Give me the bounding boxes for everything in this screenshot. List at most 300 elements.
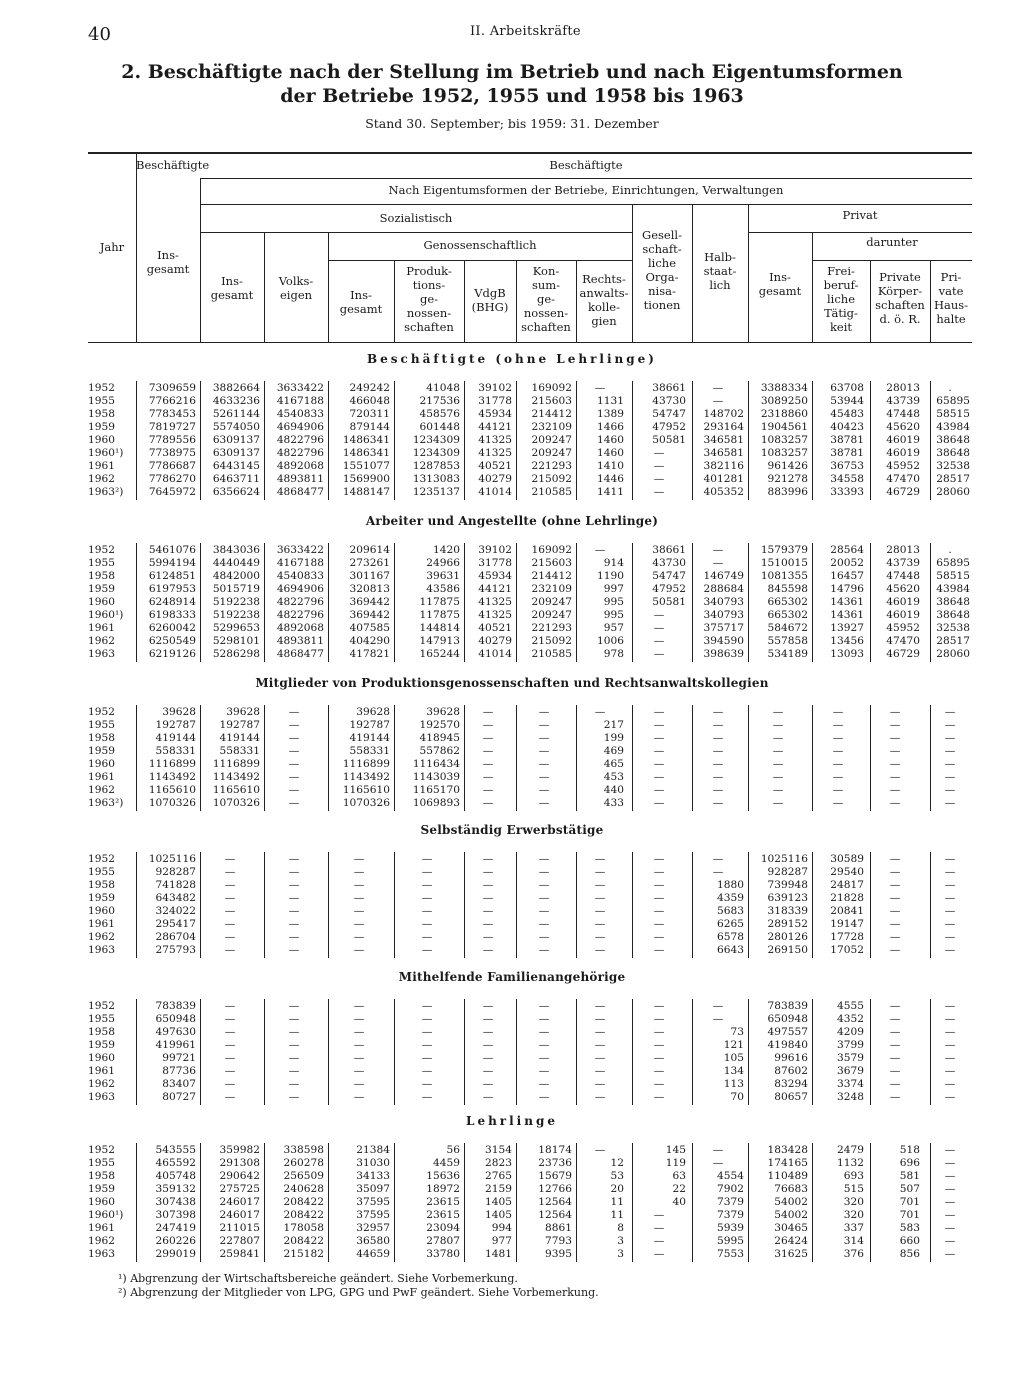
table-cell: — [944,745,956,757]
header-beschaeftigte-label: Beschäftigte [549,158,623,172]
table-cell: — [594,866,606,878]
table-cell: — [832,758,844,770]
table-cell: 13093 [830,648,864,660]
table-cell: 246017 [219,1196,260,1208]
table-cell: 4822796 [276,609,324,621]
table-cell: 260278 [283,1157,324,1169]
table-cell: 24817 [830,879,864,891]
table-cell: — [712,732,724,744]
table-cell: — [889,1026,901,1038]
table-cell: — [944,931,956,943]
row-year: 1959 [88,583,115,595]
table-cell: 211015 [219,1222,260,1234]
table-cell: 53944 [830,395,864,407]
table-cell: 28517 [936,473,970,485]
table-row [0,583,1024,596]
table-cell: 639123 [767,892,808,904]
table-cell: 23615 [426,1209,460,1221]
table-cell: 1234309 [412,447,460,459]
header-privat: Privat [842,208,878,222]
table-cell: — [944,892,956,904]
table-cell: — [538,944,550,956]
table-cell: 46019 [886,596,920,608]
row-year: 1958 [88,1026,115,1038]
table-cell: — [944,866,956,878]
table-cell: 38661 [652,382,686,394]
table-cell: 1165610 [212,784,260,796]
table-cell: — [538,732,550,744]
table-cell: 9395 [545,1248,572,1260]
row-year: 1963 [88,648,115,660]
table-cell: 359982 [219,1144,260,1156]
table-cell: 169092 [531,544,572,556]
table-cell: 995 [603,609,624,621]
table-cell: 376 [843,1248,864,1260]
table-cell: 2159 [485,1183,512,1195]
table-cell: 5286298 [212,648,260,660]
table-cell: — [653,706,665,718]
table-cell: — [712,866,724,878]
table-cell: 50581 [652,596,686,608]
table-cell: — [353,918,365,930]
table-cell: — [353,866,365,878]
table-cell: 40423 [830,421,864,433]
table-cell: 178058 [283,1222,324,1234]
table-cell: 286704 [155,931,196,943]
table-cell: — [353,1065,365,1077]
row-year: 1955 [88,1157,115,1169]
table-cell: 469 [603,745,624,757]
table-cell: 4633236 [212,395,260,407]
table-cell: 977 [491,1235,512,1247]
table-cell: — [288,905,300,917]
table-cell: 419840 [767,1039,808,1051]
table-cell: 320 [843,1209,864,1221]
table-cell: 1081355 [760,570,808,582]
table-cell: — [653,931,665,943]
table-cell: — [889,771,901,783]
header-volkseigen: Volks- eigen [278,274,314,302]
table-cell: 7309659 [148,382,196,394]
table-cell: 584672 [767,622,808,634]
table-cell: 43730 [652,557,686,569]
table-cell: — [889,931,901,943]
table-cell: 31625 [774,1248,808,1260]
table-cell: 1510015 [760,557,808,569]
table-row [0,719,1024,732]
table-cell: 369442 [349,596,390,608]
table-cell: — [889,758,901,770]
table-cell: 1116899 [342,758,390,770]
table-cell: — [288,853,300,865]
table-row [0,853,1024,866]
table-cell: — [889,1078,901,1090]
table-cell: 1313083 [412,473,460,485]
header-beschaeftigte: Beschäftigte [136,158,210,172]
table-cell: — [889,706,901,718]
table-cell: — [538,866,550,878]
table-cell: 4209 [837,1026,864,1038]
table-cell: 246017 [219,1209,260,1221]
table-cell: — [653,1052,665,1064]
table-cell: 28060 [936,486,970,498]
table-cell: 1083257 [760,447,808,459]
table-cell: — [944,1235,956,1247]
table-cell: 693 [843,1170,864,1182]
table-cell: — [288,784,300,796]
table-cell: 70 [730,1091,744,1103]
table-cell: — [653,1209,665,1221]
header-rule-4a [328,260,632,261]
table-cell: 3374 [837,1078,864,1090]
table-title-line-2: der Betriebe 1952, 1955 und 1958 bis 1963 [280,85,744,107]
table-cell: 50581 [652,434,686,446]
table-cell: — [653,918,665,930]
table-cell: 209614 [349,544,390,556]
table-cell: 47470 [886,473,920,485]
section-title: Mitglieder von Produktionsgenossenschaften und Rechtsanwaltskollegien [255,676,769,690]
table-cell: 45952 [886,622,920,634]
table-cell: 14796 [830,583,864,595]
table-cell: — [832,732,844,744]
table-cell: 35097 [356,1183,390,1195]
table-cell: 232109 [531,583,572,595]
table-row [0,732,1024,745]
table-subtitle: Stand 30. September; bis 1959: 31. Dezember [365,116,659,131]
table-cell: — [653,447,665,459]
table-cell: — [653,486,665,498]
table-cell: 4167188 [276,557,324,569]
table-cell: 7553 [717,1248,744,1260]
table-cell: 240628 [283,1183,324,1195]
table-cell: — [944,771,956,783]
table-cell: 1460 [597,447,624,459]
table-cell: 3154 [485,1144,512,1156]
table-cell: — [538,1091,550,1103]
table-cell: — [944,879,956,891]
table-cell: 34558 [830,473,864,485]
table-cell: — [288,879,300,891]
table-row [0,408,1024,421]
table-cell: — [889,866,901,878]
table-cell: — [224,1000,236,1012]
table-row [0,473,1024,486]
table-cell: 1070326 [342,797,390,809]
table-cell: 401281 [703,473,744,485]
table-row [0,771,1024,784]
table-cell: — [712,719,724,731]
table-cell: 307438 [155,1196,196,1208]
table-cell: 557858 [767,635,808,647]
table-cell: — [482,879,494,891]
table-cell: 741828 [155,879,196,891]
table-cell: — [889,719,901,731]
table-cell: 31778 [478,557,512,569]
row-year: 1955 [88,719,115,731]
table-row [0,460,1024,473]
row-year: 1961 [88,1065,115,1077]
table-cell: 3248 [837,1091,864,1103]
chapter-heading: II. Arbeitskräfte [470,24,581,39]
table-cell: 320 [843,1196,864,1208]
table-cell: — [288,745,300,757]
table-cell: 27807 [426,1235,460,1247]
table-cell: 1190 [597,570,624,582]
table-cell: 58515 [936,570,970,582]
table-cell: 879144 [349,421,390,433]
table-cell: 43586 [426,583,460,595]
table-cell: 87602 [774,1065,808,1077]
table-row [0,609,1024,622]
header-vline [136,152,137,342]
table-cell: — [712,784,724,796]
table-cell: — [712,382,724,394]
row-year: 1952 [88,853,115,865]
table-cell: 4822796 [276,447,324,459]
table-cell: — [482,1078,494,1090]
table-row [0,622,1024,635]
row-year: 1960 [88,596,115,608]
table-cell: 6219126 [148,648,196,660]
table-cell: — [653,1013,665,1025]
table-cell: 39102 [478,382,512,394]
table-cell: 1070326 [148,797,196,809]
table-cell: 38781 [830,434,864,446]
table-cell: — [832,771,844,783]
table-cell: — [772,719,784,731]
table-cell: — [421,1052,433,1064]
table-cell: 38648 [936,609,970,621]
table-cell: 921278 [767,473,808,485]
table-cell: — [288,758,300,770]
table-cell: 1411 [597,486,624,498]
table-cell: — [594,879,606,891]
row-year: 1955 [88,1013,115,1025]
row-year: 1963²) [88,486,124,498]
table-cell: 45620 [886,583,920,595]
table-cell: 997 [603,583,624,595]
header-insgesamt: Ins- gesamt [146,248,190,276]
table-cell: 4694906 [276,583,324,595]
table-cell: — [224,866,236,878]
table-cell: 650948 [155,1013,196,1025]
table-row [0,1026,1024,1039]
table-cell: — [224,892,236,904]
table-cell: 458576 [419,408,460,420]
row-year: 1961 [88,1222,115,1234]
table-cell: 217536 [419,395,460,407]
table-cell: — [712,706,724,718]
table-cell: 39628 [356,706,390,718]
table-cell: 15636 [426,1170,460,1182]
table-cell: 340793 [703,609,744,621]
table-cell: — [224,944,236,956]
table-cell: 440 [603,784,624,796]
table-cell: 581 [899,1170,920,1182]
table-cell: — [538,745,550,757]
table-cell: 994 [491,1222,512,1234]
table-row [0,648,1024,661]
table-cell: — [482,1039,494,1051]
table-cell: 1551077 [342,460,390,472]
table-cell: — [889,1065,901,1077]
row-year: 1959 [88,1039,115,1051]
table-cell: 7379 [717,1196,744,1208]
table-row [0,1000,1024,1013]
table-cell: — [421,1013,433,1025]
row-year: 1959 [88,421,115,433]
table-cell: — [482,905,494,917]
table-cell: 7783453 [148,408,196,420]
table-cell: — [594,382,606,394]
header-gesellschaftliche-organisationen: Gesell- schaft- liche Orga- nisa- tionen [642,228,682,312]
table-cell: — [482,1026,494,1038]
table-cell: — [224,1013,236,1025]
table-cell: 259841 [219,1248,260,1260]
table-cell: — [538,797,550,809]
table-cell: 419144 [349,732,390,744]
row-year: 1952 [88,382,115,394]
table-cell: — [288,1013,300,1025]
table-cell: — [594,892,606,904]
table-cell: 15679 [538,1170,572,1182]
table-cell: 183428 [767,1144,808,1156]
table-cell: 1143492 [212,771,260,783]
table-cell: 783839 [155,1000,196,1012]
table-cell: — [712,557,724,569]
table-cell: 174165 [767,1157,808,1169]
table-cell: — [889,853,901,865]
table-cell: 38648 [936,596,970,608]
table-row [0,1196,1024,1209]
table-row [0,784,1024,797]
table-cell: — [421,1000,433,1012]
table-cell: 995 [603,596,624,608]
table-cell: — [772,732,784,744]
table-cell: — [482,732,494,744]
table-cell: 5299653 [212,622,260,634]
table-cell: — [421,905,433,917]
table-cell: 4892068 [276,622,324,634]
table-cell: 1132 [837,1157,864,1169]
table-cell: — [653,866,665,878]
table-cell: 20052 [830,557,864,569]
table-cell: 63 [672,1170,686,1182]
table-cell: 40279 [478,635,512,647]
table-cell: 13456 [830,635,864,647]
table-cell: — [594,1091,606,1103]
table-cell: — [944,1183,956,1195]
table-cell: 44121 [478,421,512,433]
header-rechtsanwaltskollegien: Rechts- anwalts- kolle- gien [579,272,629,328]
table-cell: 208422 [283,1235,324,1247]
table-cell: — [712,745,724,757]
table-cell: — [944,905,956,917]
table-cell: 20 [610,1183,624,1195]
table-cell: 12766 [538,1183,572,1195]
table-row [0,866,1024,879]
table-cell: 1116434 [412,758,460,770]
row-year: 1958 [88,732,115,744]
table-row [0,596,1024,609]
header-priv-insgesamt: Ins- gesamt [758,270,802,298]
table-cell: — [224,905,236,917]
table-row [0,918,1024,931]
table-cell: 3679 [837,1065,864,1077]
table-cell: 28517 [936,635,970,647]
table-cell: — [224,853,236,865]
table-cell: 660 [899,1235,920,1247]
table-cell: — [353,1052,365,1064]
table-cell: — [944,944,956,956]
table-cell: — [288,1078,300,1090]
table-cell: — [224,879,236,891]
table-cell: 119 [665,1157,686,1169]
table-cell: 5298101 [212,635,260,647]
table-cell: — [653,622,665,634]
table-cell: 1488147 [342,486,390,498]
table-cell: 19147 [830,918,864,930]
table-cell: 961426 [767,460,808,472]
table-cell: — [653,758,665,770]
table-cell: 23094 [426,1222,460,1234]
table-row [0,382,1024,395]
table-cell: 113 [723,1078,744,1090]
table-cell: 46019 [886,609,920,621]
row-year: 1958 [88,879,115,891]
table-cell: 1143039 [412,771,460,783]
table-cell: 3388334 [760,382,808,394]
table-cell: — [594,853,606,865]
header-rule-1 [200,178,972,179]
table-cell: 2765 [485,1170,512,1182]
table-cell: — [944,797,956,809]
table-cell: 260226 [155,1235,196,1247]
table-cell: 192787 [219,719,260,731]
table-cell: 28060 [936,648,970,660]
table-cell: — [594,918,606,930]
table-cell: 280126 [767,931,808,943]
table-cell: — [832,706,844,718]
table-cell: 720311 [349,408,390,420]
table-row [0,421,1024,434]
table-cell: 497630 [155,1026,196,1038]
row-year: 1959 [88,892,115,904]
table-cell: — [653,892,665,904]
table-cell: — [482,797,494,809]
table-row [0,395,1024,408]
table-cell: — [712,1157,724,1169]
table-cell: — [421,1065,433,1077]
table-cell: 30589 [830,853,864,865]
table-cell: 1165170 [412,784,460,796]
table-cell: 419961 [155,1039,196,1051]
table-cell: — [832,719,844,731]
table-cell: — [653,905,665,917]
table-cell: 209247 [531,609,572,621]
table-top-rule [88,152,972,154]
table-cell: — [224,1091,236,1103]
header-produktionsgenossenschaften: Produk- tions- ge- nossen- schaften [404,264,454,334]
row-year: 1952 [88,706,115,718]
table-cell: 11 [610,1209,624,1221]
table-cell: 643482 [155,892,196,904]
table-cell: — [482,918,494,930]
table-cell: — [353,892,365,904]
table-cell: 4167188 [276,395,324,407]
header-halbstaatlich: Halb- staat- lich [703,250,737,292]
table-cell: 534189 [767,648,808,660]
